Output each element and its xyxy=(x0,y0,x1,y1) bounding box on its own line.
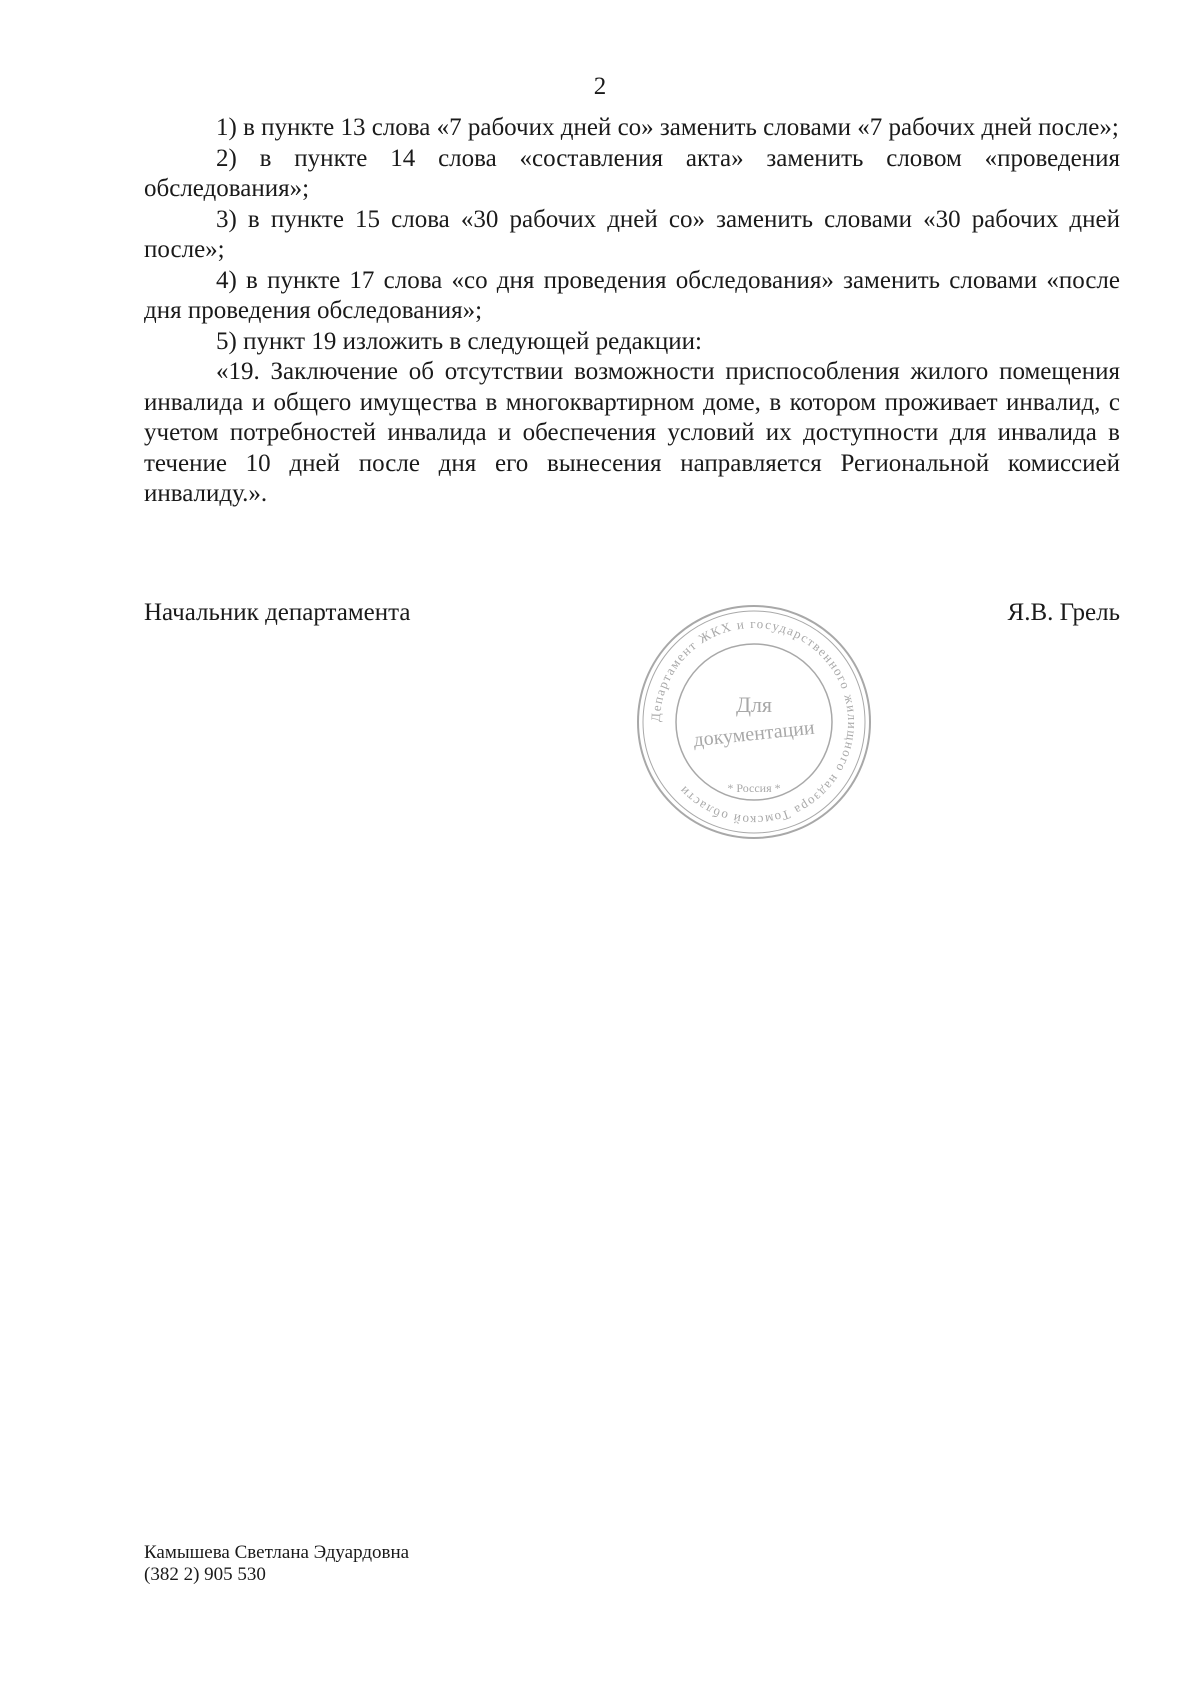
official-stamp xyxy=(634,602,874,842)
stamp-ring-text-path: Департамент ЖКХ и государственного жилищного надзора Томской области xyxy=(647,615,861,829)
paragraph-point-19: «19. Заключение об отсутствии возможности приспособления жилого помещения инвалида и общего имущества в многоквартирном доме, в котором проживает инвалид, с учетом потребностей инвалида и обеспечения условий их доступности для инвалида в течение 10 дней после дня его вынесения направляется Региональной комиссией инвалиду.». xyxy=(144,358,1120,507)
paragraph-item-1: 1) в пункте 13 слова «7 рабочих дней со» заменить словами «7 рабочих дней после»; xyxy=(216,114,1119,141)
page-number: 2 xyxy=(593,73,607,100)
paragraph-item-3: 3) в пункте 15 слова «30 рабочих дней со» заменить словами «30 рабочих дней после»; xyxy=(144,205,1120,263)
document-body xyxy=(144,113,1120,510)
stamp-seal-icon xyxy=(634,602,874,842)
signer-name: Я.В. Грель xyxy=(1007,599,1120,626)
executor-name: Камышева Светлана Эдуардовна xyxy=(144,1542,410,1563)
stamp-center-line-2: документации xyxy=(692,716,816,752)
paragraph-item-2: 2) в пункте 14 слова «составления акта» заменить словом «проведения обследования»; xyxy=(144,144,1120,202)
executor-phone: (382 2) 905 530 xyxy=(144,1564,266,1585)
stamp-bottom-text: * Россия * xyxy=(727,781,781,795)
signer-position: Начальник департамента xyxy=(144,599,411,626)
paragraph-item-5: 5) пункт 19 изложить в следующей редакции: xyxy=(216,327,702,355)
stamp-center-line-1: Для xyxy=(735,692,773,717)
executor-block xyxy=(144,1542,409,1586)
paragraph-item-4: 4) в пункте 17 слова «со дня проведения обследования» заменить словами «после дня проведения обследования»; xyxy=(144,266,1120,324)
